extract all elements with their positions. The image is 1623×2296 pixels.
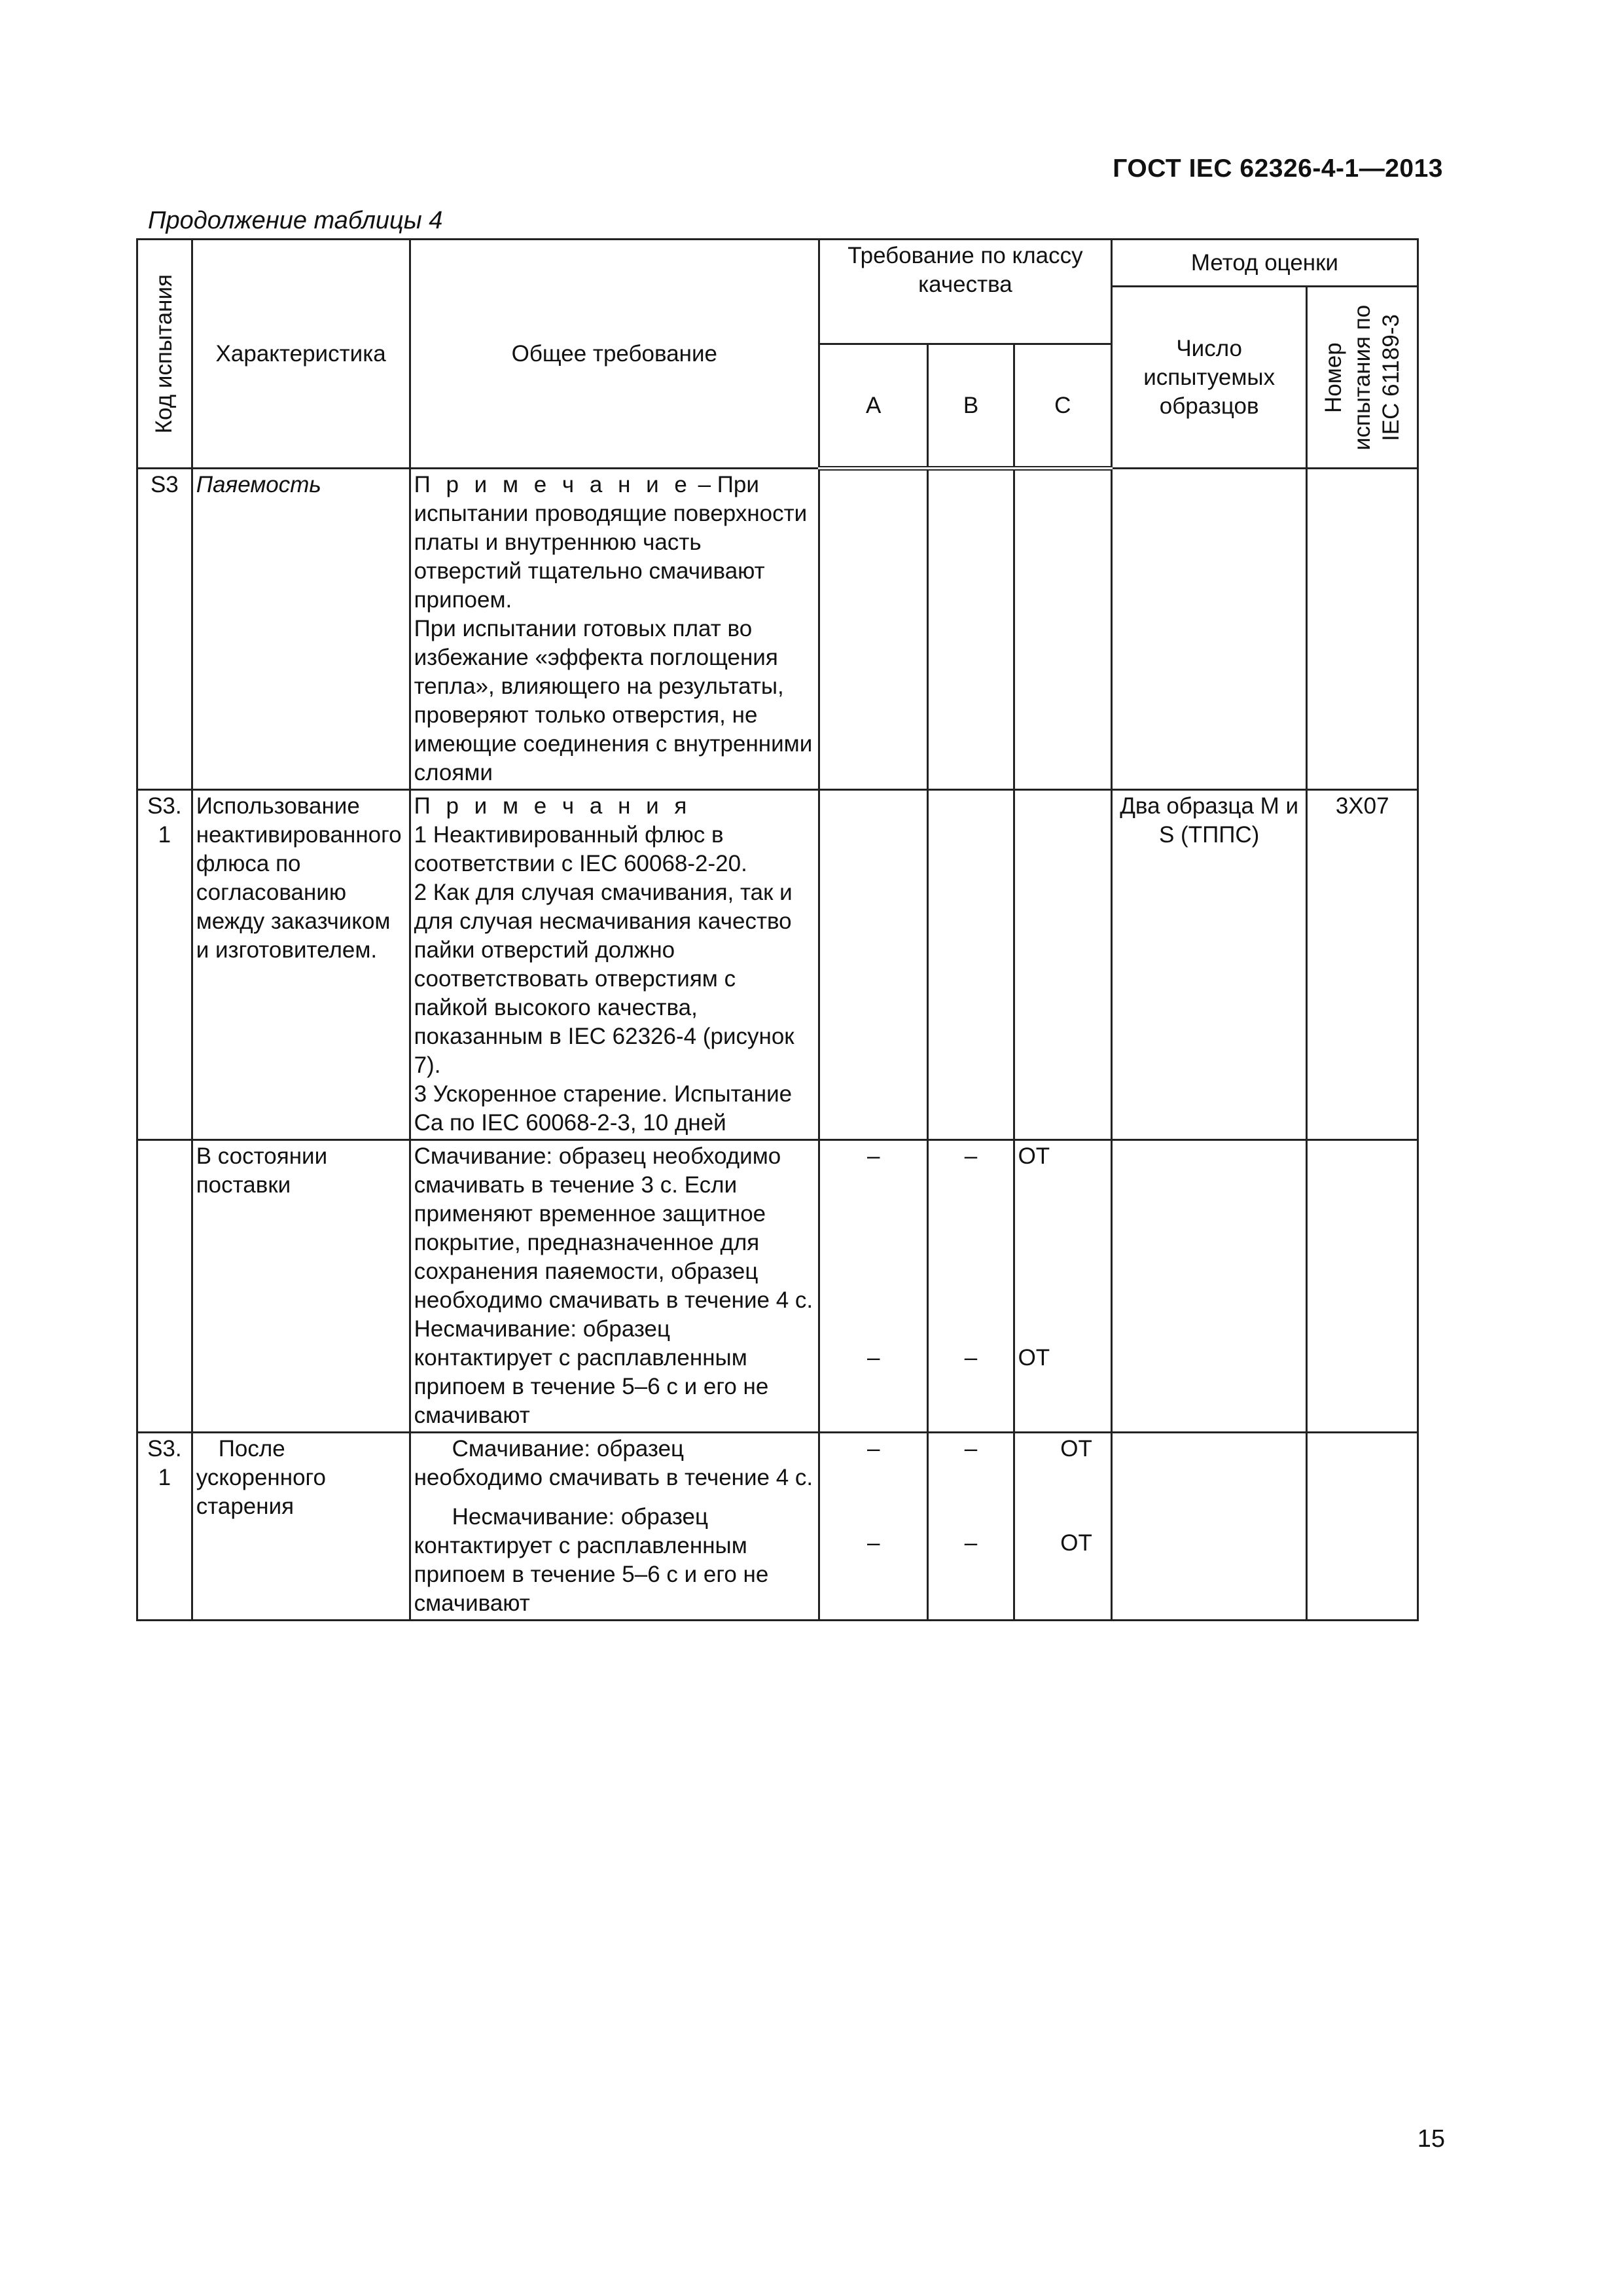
cell-code: S3 xyxy=(137,469,192,790)
table-row-after-ageing xyxy=(137,1433,1418,1621)
note-body: При испытании готовых плат во избежание «эффекта поглощения тепла», влияющего на результаты, проверяют только отверстия, не имеющие соединения с внутренними слоями xyxy=(414,616,813,785)
cell-characteristic: После ускоренного старения xyxy=(192,1433,410,1621)
cell-class-c: OT OT xyxy=(1014,1140,1111,1433)
cell-characteristic: Использование неактивированного флюса по согласованию между заказчиком и изготовителем. xyxy=(192,790,410,1140)
cell-requirement xyxy=(410,469,819,790)
cell-requirement xyxy=(410,1140,819,1433)
header-class-requirement: Требование по классу качества xyxy=(819,240,1112,344)
cell-sample-count: Два образца M и S (ТППС) xyxy=(1111,790,1307,1140)
header-sample-count: Число испытуемых образцов xyxy=(1111,287,1307,469)
cell-class-b: – – xyxy=(928,1433,1014,1621)
note-text: – При испытании проводящие поверхности платы и внутреннюю часть отверстий тщательно смачивают припоем. xyxy=(414,472,808,613)
table-caption: Продолжение таблицы 4 xyxy=(148,207,443,234)
cell-code xyxy=(137,1140,192,1433)
header-characteristic: Характеристика xyxy=(192,240,410,469)
note-2: 2 Как для случая смачивания, так и для случая несмачивания качество пайки отверстий должно соответствовать отверстиям с пайкой высокого качества, показанным в IEC 62326-4 (рисунок 7). xyxy=(414,880,794,1078)
table-row-s3-1-flux xyxy=(137,790,1418,1140)
wetting-text: Смачивание: образец необходимо смачивать в течение 4 с. xyxy=(414,1436,813,1490)
standard-number: ГОСТ IEC 62326-4-1—2013 xyxy=(1113,154,1443,183)
header-class-c: C xyxy=(1014,344,1111,469)
nonwetting-text: Несмачивание: образец контактирует с расплавленным припоем в течение 5–6 с и его не смачивают xyxy=(414,1504,769,1616)
table-row-s3 xyxy=(137,469,1418,790)
cell-class-a: – – xyxy=(819,1433,928,1621)
table-row-as-delivered xyxy=(137,1140,1418,1433)
note-title: П р и м е ч а н и е xyxy=(414,472,692,497)
page-number: 15 xyxy=(1417,2125,1445,2153)
cell-characteristic: В состоянии поставки xyxy=(192,1140,410,1433)
cell-class-c: OT OT xyxy=(1014,1433,1111,1621)
header-code: Код испытания xyxy=(137,240,192,469)
header-class-b: B xyxy=(928,344,1014,469)
nonwetting-text: Несмачивание: образец контактирует с расплавленным припоем в течение 5–6 с и его не смачивают xyxy=(414,1316,769,1428)
cell-requirement xyxy=(410,790,819,1140)
note-3: 3 Ускоренное старение. Испытание Ca по IEC 60068-2-3, 10 дней xyxy=(414,1081,793,1136)
wetting-text: Смачивание: образец необходимо смачивать в течение 3 с. Если применяют временное защитное покрытие, предназначенное для сохранения паяемости, образец необходимо смачивать в течение 4 с. xyxy=(414,1143,813,1313)
cell-code: S3.1 xyxy=(137,1433,192,1621)
header-general-requirement: Общее требование xyxy=(410,240,819,469)
header-test-number: Номер испытания по IEC 61189-3 xyxy=(1307,287,1418,469)
header-method: Метод оценки xyxy=(1111,240,1418,287)
notes-title: П р и м е ч а н и я xyxy=(414,793,692,819)
header-class-a: A xyxy=(819,344,928,469)
cell-test-number: 3X07 xyxy=(1307,790,1418,1140)
cell-class-a: – – xyxy=(819,1140,928,1433)
requirements-table xyxy=(136,238,1419,1621)
note-1: 1 Неактивированный флюс в соответствии с IEC 60068-2-20. xyxy=(414,822,747,876)
cell-requirement xyxy=(410,1433,819,1621)
cell-class-b: – – xyxy=(928,1140,1014,1433)
cell-characteristic: Паяемость xyxy=(192,469,410,790)
cell-code: S3.1 xyxy=(137,790,192,1140)
